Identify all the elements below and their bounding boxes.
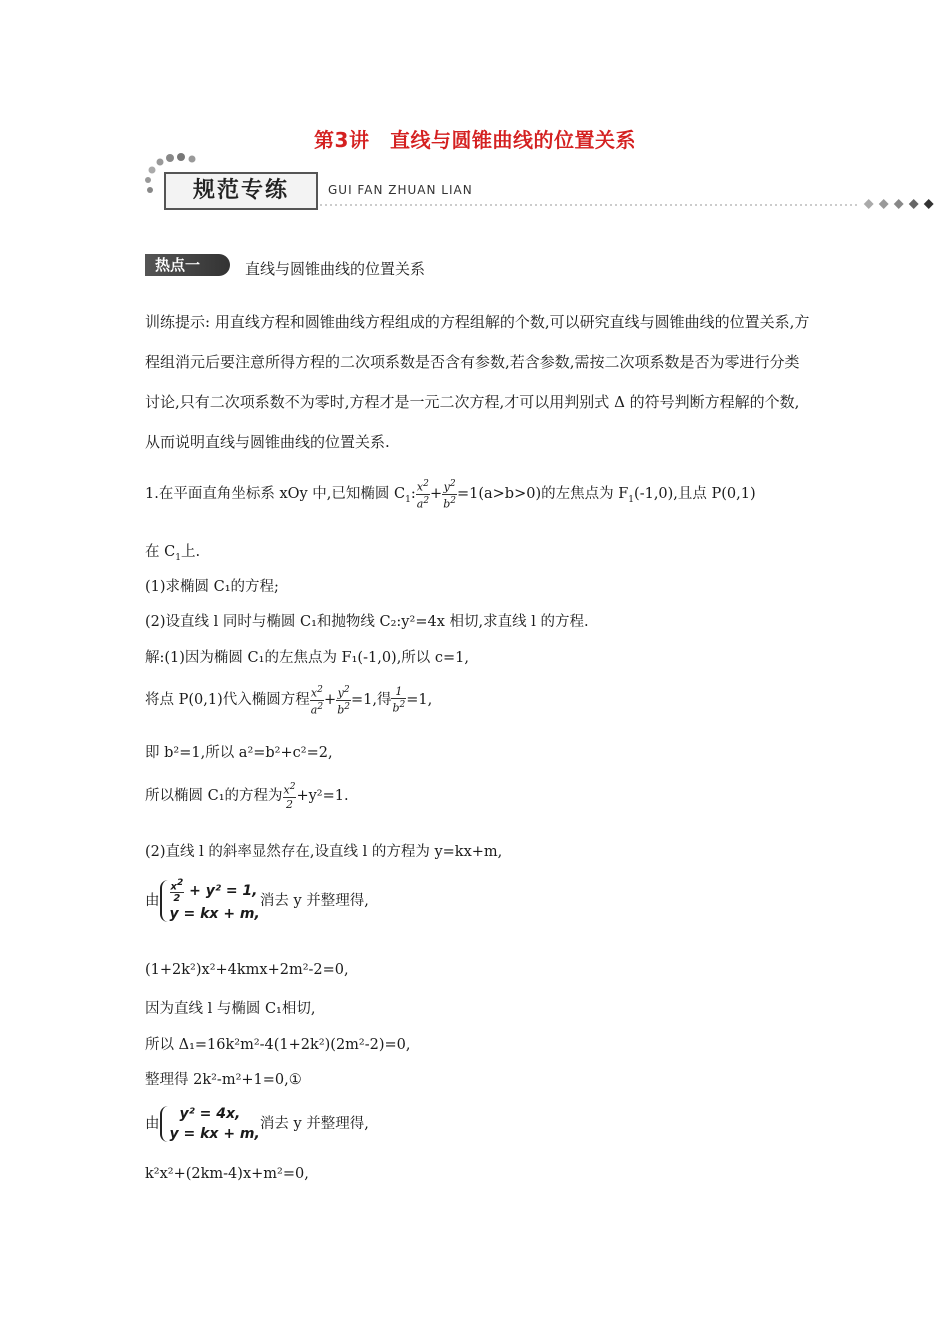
solution-step-12: k²x²+(2km-4)x+m²=0, xyxy=(145,1166,309,1182)
training-tip: 训练提示: 用直线方程和圆锥曲线方程组成的方程组解的个数,可以研究直线与圆锥曲线的位置关系,方程组消元后要注意所得方程的二次项系数是否含有参数,若含参数,需按二次项系数是否为零进行分类讨论,只有二次项系数不为零时,方程才是一元二次方程,才可以用判别式 Δ 的符号判断方程解的个数,从而说明直线与圆锥曲线的位置关系. xyxy=(145,313,810,451)
problem-intro: 1.在平面直角坐标系 xOy 中,已知椭圆 $C_1$: $\frac{x^2}{a^2}$ + $\frac{y^2}{b^2}$ =1(a>b>0)的左焦点为 $F_1(-1,0)$,且点 P(0,1) xyxy=(145,479,756,511)
solution-step-10: 整理得 2k²-m²+1=0,① xyxy=(145,1072,302,1088)
solution-step-6: 由 $\frac{x^2}{2}$ + y² = 1, y = kx + m, 消去 y 并整理得, xyxy=(145,878,369,923)
solution-step-2: 将点 P(0,1)代入椭圆方程 $\frac{x^2}{a^2}$ + $\frac{y^2}{b^2}$ =1,得 $\frac{1}{b^2}$ =1, xyxy=(145,685,433,717)
solution-step-7: (1+2k²)x²+4kmx+2m²-2=0, xyxy=(145,962,349,978)
solution-step-1: 解:(1)因为椭圆 C₁的左焦点为 F₁(-1,0),所以 c=1, xyxy=(145,650,470,666)
equation-system-1: $\frac{x^2}{2}$ + y² = 1, y = kx + m, xyxy=(160,878,260,924)
solution-step-8: 因为直线 l 与椭圆 C₁相切, xyxy=(145,1001,316,1017)
equation-system-2: y² = 4x, y = kx + m, xyxy=(160,1104,260,1144)
solution-step-11: 由 y² = 4x, y = kx + m, 消去 y 并整理得, xyxy=(145,1106,369,1142)
fraction-y2-b2: $\frac{y^2}{b^2}$ xyxy=(443,479,456,511)
hotspot-tag: 热点一 xyxy=(145,254,230,276)
hotspot-heading xyxy=(145,254,745,280)
question-2: (2)设直线 l 同时与椭圆 C₁和抛物线 C₂:y²=4x 相切,求直线 l 的方程. xyxy=(145,614,589,630)
banner-subtitle: GUI FAN ZHUAN LIAN xyxy=(328,183,473,197)
page-title: 第3讲 直线与圆锥曲线的位置关系 xyxy=(314,128,636,152)
solution-step-3: 即 b²=1,所以 a²=b²+c²=2, xyxy=(145,745,333,761)
hotspot-text: 直线与圆锥曲线的位置关系 xyxy=(245,260,426,278)
question-1: (1)求椭圆 C₁的方程; xyxy=(145,579,279,595)
fraction-x2-a2: $\frac{x^2}{a^2}$ xyxy=(416,479,430,511)
banner-label: 规范专练 xyxy=(164,172,318,210)
section-banner xyxy=(140,150,940,220)
solution-step-4: 所以椭圆 C₁的方程为 $\frac{x^2}{2}$ +y²=1. xyxy=(145,782,349,811)
solution-step-9: 所以 Δ₁=16k²m²-4(1+2k²)(2m²-2)=0, xyxy=(145,1037,411,1053)
problem-intro-cont: 在 $C_1$上. xyxy=(145,544,201,563)
solution-step-5: (2)直线 l 的斜率显然存在,设直线 l 的方程为 y=kx+m, xyxy=(145,844,503,860)
